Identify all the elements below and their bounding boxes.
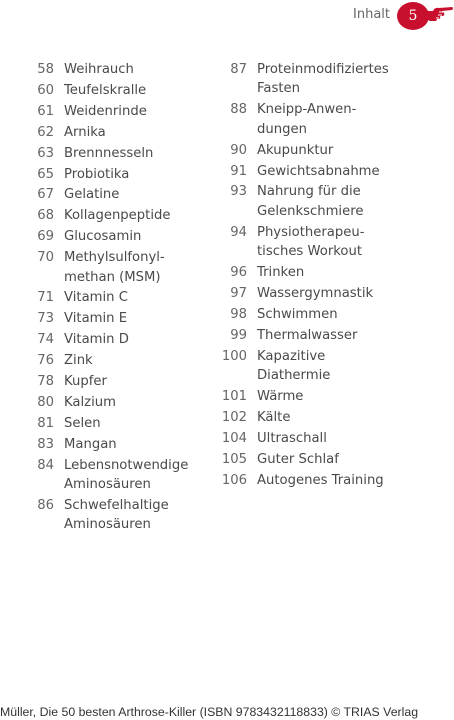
- toc-entry[interactable]: [214, 162, 450, 181]
- toc-entry-title: Wassergymnastik: [257, 285, 374, 301]
- toc-page-number: 61: [37, 103, 54, 119]
- toc-entry-title: Ultraschall: [257, 430, 327, 446]
- toc-entry[interactable]: [214, 305, 450, 324]
- toc-entry[interactable]: [18, 456, 208, 495]
- toc-page-number: 58: [37, 62, 54, 77]
- toc-entry-title: Schwefelhaltige Aminosäuren: [64, 498, 169, 533]
- toc-entry-title: Autogenes Training: [257, 472, 384, 488]
- toc-entry-title: Thermalwasser: [257, 327, 358, 343]
- toc-page-number: 83: [37, 436, 54, 452]
- toc-entry-title: Kalzium: [64, 395, 116, 410]
- toc-entry[interactable]: [18, 60, 208, 79]
- toc-page-number: 90: [230, 142, 247, 158]
- section-title: Inhalt: [353, 7, 390, 22]
- toc-entry[interactable]: [18, 227, 208, 246]
- toc-page-number: 70: [37, 250, 54, 266]
- toc-entry-title: Arnika: [64, 124, 106, 140]
- toc-page-number: 73: [37, 311, 54, 327]
- toc-page-number: 68: [37, 208, 54, 224]
- toc-entry[interactable]: [214, 60, 450, 99]
- toc-page-number: 102: [221, 409, 247, 425]
- footer-copyright: Müller, Die 50 besten Arthrose-Killer (ISBN 9783432118833) © TRIAS Verlag: [0, 705, 419, 719]
- toc-entry-title: Gewichtsabnahme: [257, 163, 380, 179]
- toc-entry-title: Selen: [64, 415, 101, 431]
- toc-entry-title: Kupfer: [64, 374, 107, 390]
- toc-entry[interactable]: [214, 387, 450, 406]
- toc-entry-title: Kollagenpeptide: [64, 208, 171, 224]
- toc-entry[interactable]: [18, 351, 208, 370]
- toc-entry-title: Glucosamin: [64, 229, 142, 245]
- toc-entry-title: Wärme: [257, 389, 304, 404]
- toc-entry-title: Zink: [64, 353, 93, 369]
- toc-page-number: 63: [37, 145, 54, 161]
- toc-entry[interactable]: [18, 185, 208, 204]
- toc-entry[interactable]: [18, 330, 208, 349]
- toc-entry[interactable]: [18, 165, 208, 184]
- toc-entry-title: Vitamin E: [64, 311, 128, 327]
- toc-entry-title: Kneipp-Anwen- dungen: [257, 102, 357, 137]
- toc-entry[interactable]: [214, 450, 450, 469]
- toc-page-number: 62: [37, 124, 54, 140]
- toc-left-column: [18, 60, 208, 536]
- pointing-hand-icon: [425, 3, 454, 23]
- toc-entry[interactable]: [18, 144, 208, 163]
- toc-entry-title: Kälte: [257, 409, 291, 425]
- toc-entry-title: Vitamin D: [64, 332, 129, 348]
- toc-entry[interactable]: [18, 435, 208, 454]
- toc-page-number: 76: [37, 353, 54, 369]
- toc-entry[interactable]: [214, 471, 450, 490]
- toc-page-number: 100: [221, 348, 247, 364]
- toc-page-number: 88: [230, 102, 247, 118]
- toc-entry-title: Vitamin C: [64, 290, 128, 306]
- toc-entry[interactable]: [18, 206, 208, 225]
- toc-page-number: 105: [221, 451, 247, 467]
- toc-entry[interactable]: [214, 347, 450, 386]
- toc-entry-title: Nahrung für die Gelenkschmiere: [257, 184, 364, 219]
- toc-page-number: 106: [221, 472, 247, 488]
- toc-entry-title: Weihrauch: [64, 62, 134, 77]
- toc-page-number: 94: [230, 224, 247, 240]
- toc-page-number: 98: [230, 306, 247, 322]
- toc-entry-title: Lebensnotwendige Aminosäuren: [64, 457, 189, 493]
- toc-entry-title: Schwimmen: [257, 306, 338, 322]
- toc-page-number: 86: [37, 498, 54, 514]
- toc-page-number: 78: [37, 374, 54, 390]
- toc-entry[interactable]: [214, 100, 450, 139]
- toc-page-number: 74: [37, 332, 54, 348]
- toc-entry[interactable]: [214, 326, 450, 345]
- toc-entry[interactable]: [214, 408, 450, 427]
- toc-page-number: 71: [37, 290, 54, 306]
- toc-page-number: 67: [37, 187, 54, 203]
- toc-page-number: 104: [221, 430, 247, 446]
- toc-page-number: 69: [37, 229, 54, 245]
- toc-entry[interactable]: [214, 284, 450, 303]
- toc-entry-title: Physiotherapeu- tisches Workout: [257, 224, 365, 260]
- page-number-badge: 5: [397, 2, 429, 30]
- toc-entry[interactable]: [18, 288, 208, 307]
- toc-entry-title: Teufelskralle: [64, 82, 147, 98]
- toc-entry-title: Proteinmodifiziertes Fasten: [257, 62, 389, 97]
- toc-entry[interactable]: [18, 81, 208, 100]
- toc-entry[interactable]: [18, 102, 208, 121]
- toc-entry[interactable]: [214, 182, 450, 221]
- toc-entry-title: Probiotika: [64, 166, 130, 182]
- toc-page-number: 96: [230, 265, 247, 281]
- toc-entry[interactable]: [214, 141, 450, 160]
- toc-entry-title: Weidenrinde: [64, 103, 147, 119]
- toc-page-number: 84: [37, 457, 54, 473]
- toc-entry[interactable]: [18, 123, 208, 142]
- toc-entry-title: Kapazitive Diathermie: [257, 348, 331, 384]
- toc-page-number: 97: [230, 285, 247, 301]
- toc-entry-title: Gelatine: [64, 187, 120, 203]
- toc-entry[interactable]: [18, 414, 208, 433]
- toc-page-number: 80: [37, 395, 54, 410]
- toc-entry-title: Guter Schlaf: [257, 451, 339, 467]
- toc-right-column: [214, 60, 450, 492]
- toc-entry-title: Mangan: [64, 436, 117, 452]
- toc-entry[interactable]: [18, 372, 208, 391]
- toc-page-number: 99: [230, 327, 247, 343]
- toc-page-number: 87: [230, 62, 247, 77]
- toc-page-number: 91: [230, 163, 247, 179]
- toc-entry[interactable]: [18, 248, 208, 287]
- toc-entry-title: Brennnesseln: [64, 145, 154, 161]
- toc-entry[interactable]: [18, 309, 208, 328]
- toc-page-number: 101: [221, 389, 247, 404]
- toc-entry[interactable]: [214, 223, 450, 262]
- toc-page-number: 81: [37, 415, 54, 431]
- toc-entry[interactable]: [18, 393, 208, 412]
- toc-entry-title: Akupunktur: [257, 142, 334, 158]
- toc-entry[interactable]: [214, 263, 450, 282]
- toc-entry-title: Trinken: [257, 265, 305, 281]
- toc-entry[interactable]: [214, 429, 450, 448]
- toc-page-number: 65: [37, 166, 54, 182]
- toc-entry-title: Methylsulfonyl- methan (MSM): [64, 250, 165, 285]
- toc-entry[interactable]: [18, 496, 208, 535]
- toc-page-number: 60: [37, 82, 54, 98]
- toc-page-number: 93: [230, 184, 247, 200]
